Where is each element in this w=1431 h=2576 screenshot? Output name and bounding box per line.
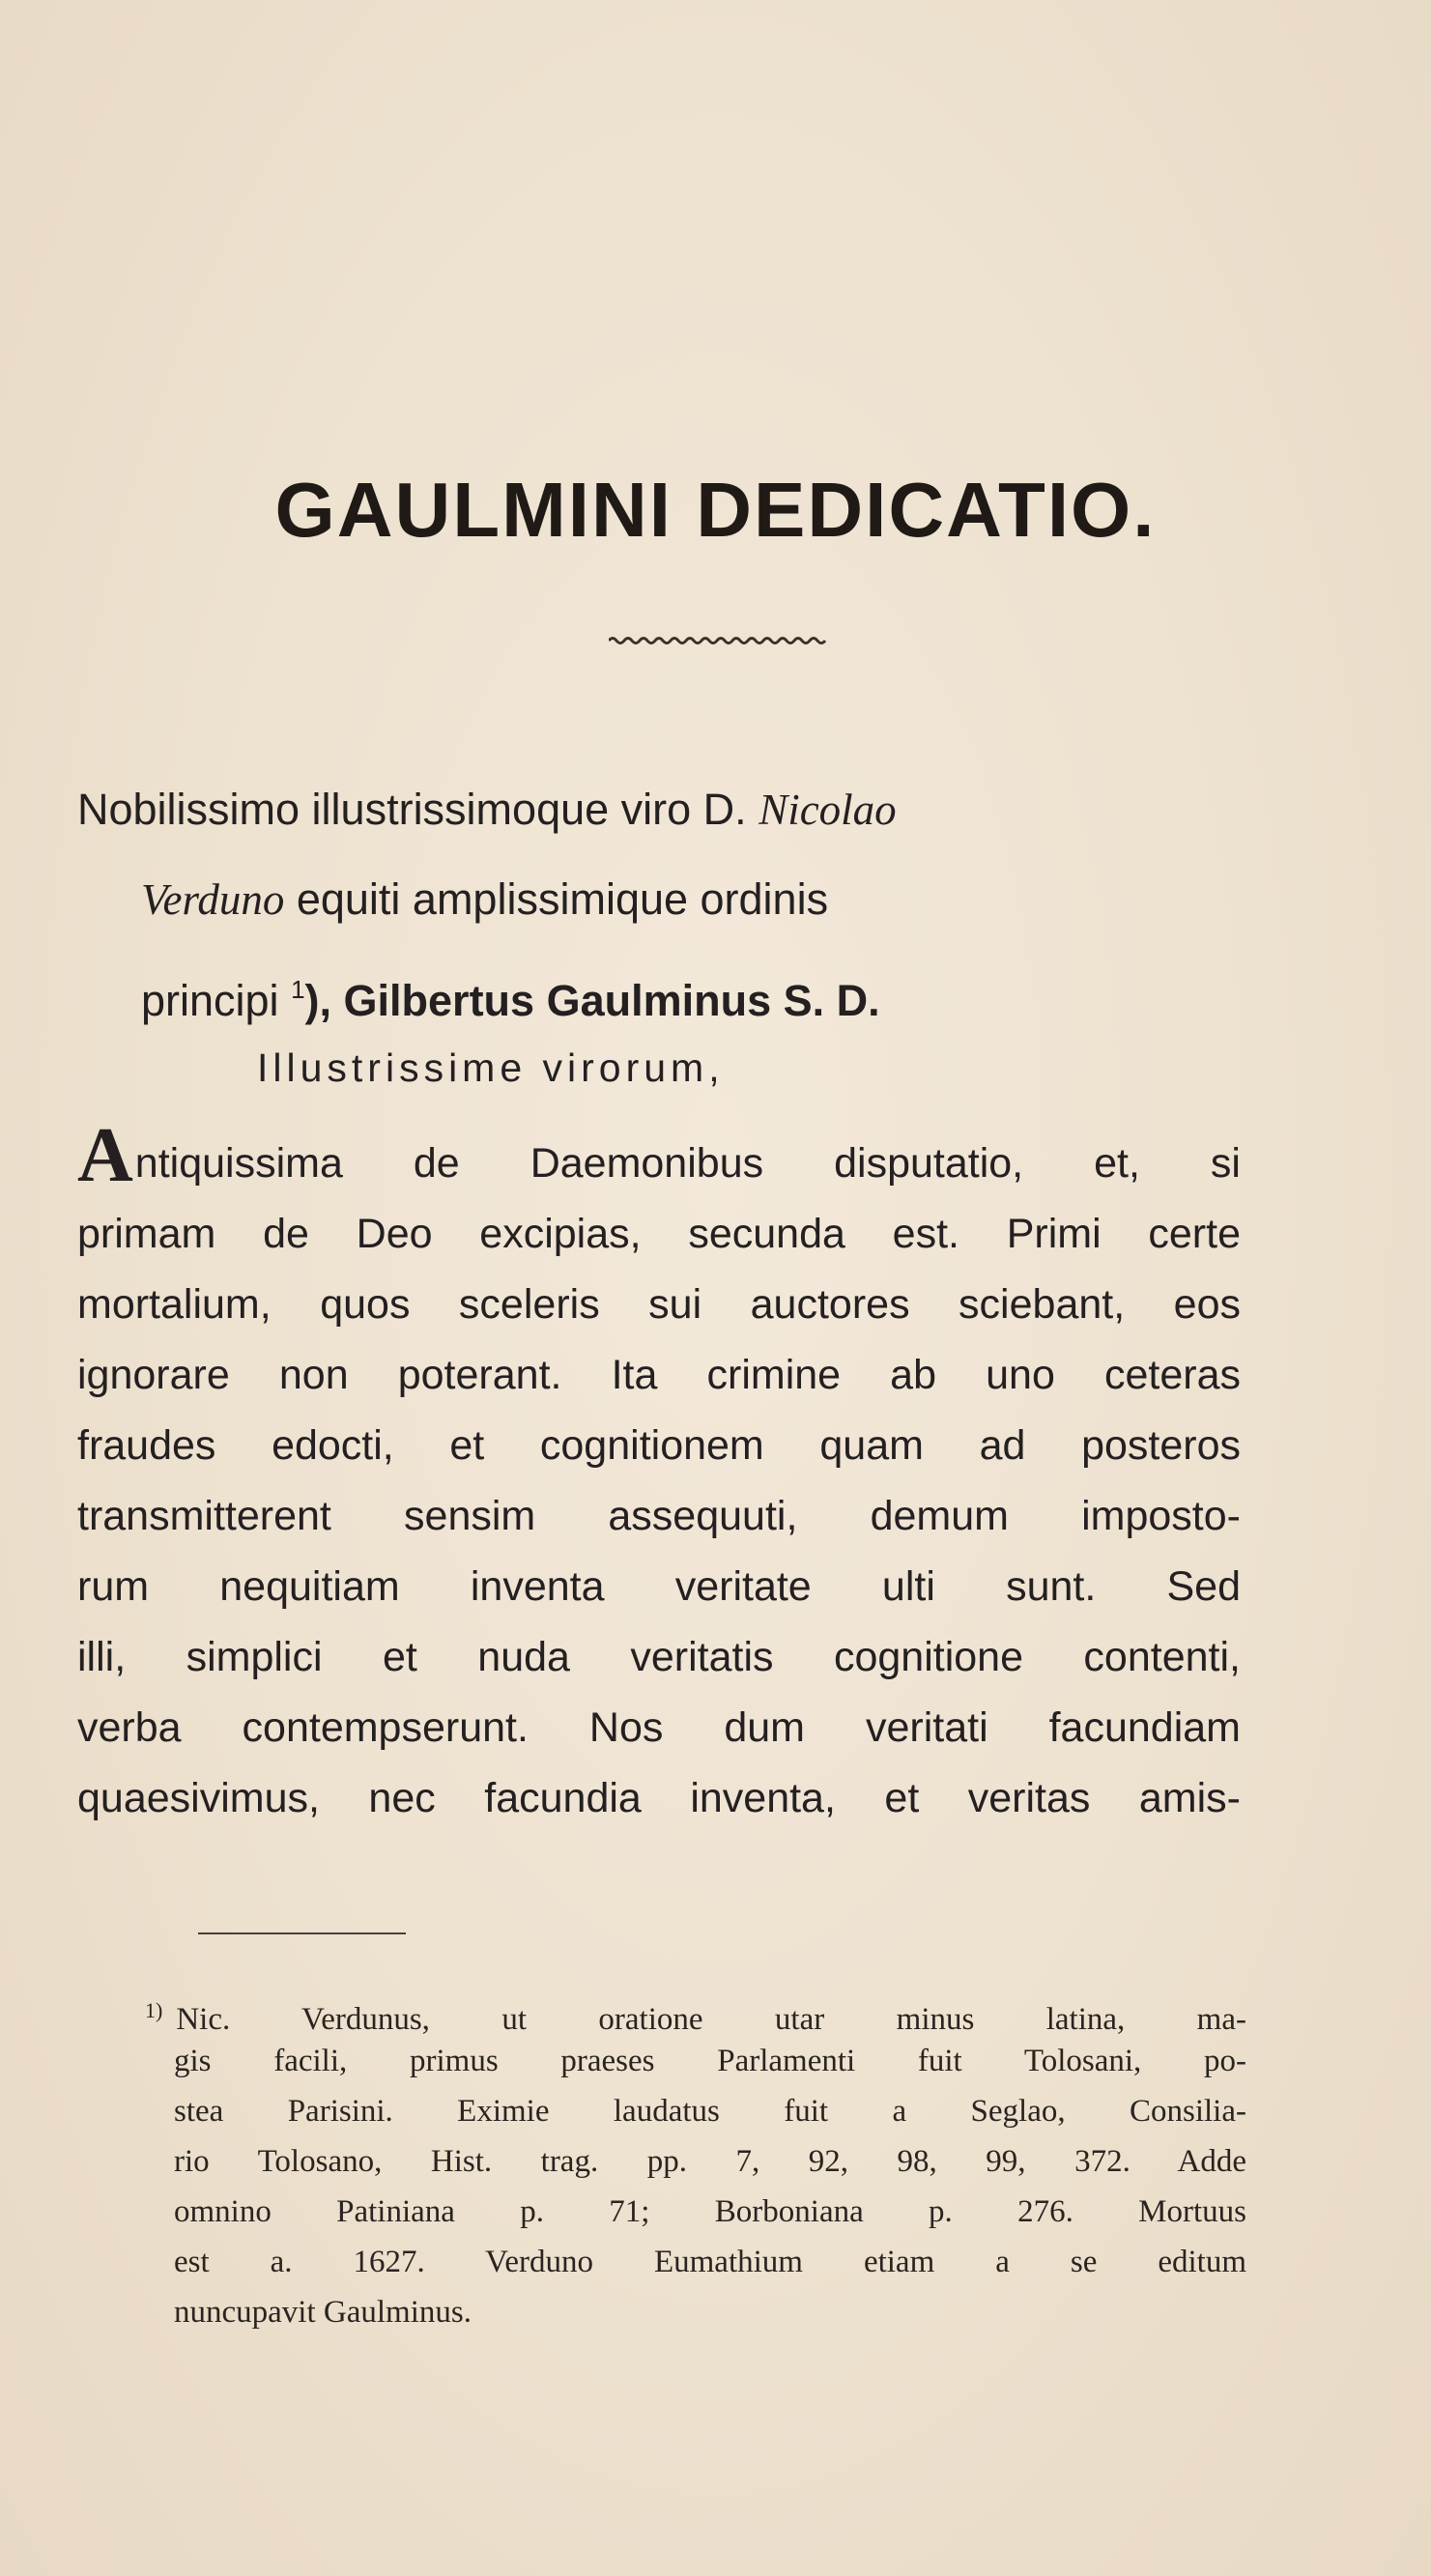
footnote-marker: 1) (145, 1998, 163, 2022)
footnote-line: $^{1)}$ Nic. Verdunus, ut oratione utar minus latina, ma- (145, 1998, 1246, 2037)
salutation-title: equiti amplissimique ordinis (296, 874, 829, 924)
footnote-line: nuncupavit Gaulminus. (174, 2295, 472, 2330)
footnote-line: omnino Patiniana p. 71; Borboniana p. 276. Mortuus (174, 2194, 1246, 2229)
dedication-body (77, 1113, 1241, 1834)
body-line: verba contempserunt. Nos dum veritati facundiam (77, 1704, 1241, 1751)
footnote-line: est a. 1627. Verduno Eumathium etiam a se editum (174, 2245, 1246, 2279)
salutation-line-1 (77, 781, 897, 839)
salutation-prefix: Nobilissimo illustrissimoque viro D. (77, 785, 747, 834)
footnote-divider (198, 1932, 406, 1934)
body-line: illi, simplici et nuda veritatis cognitione contenti, (77, 1634, 1241, 1680)
salutation-line-3 (141, 960, 880, 1025)
wavy-rule-ornament (609, 636, 826, 645)
recipient-surname: Verduno (141, 875, 285, 924)
body-line: Antiquissima de Daemonibus disputatio, et, si (77, 1113, 1241, 1198)
body-line: primam de Deo excipias, secunda est. Primi certe (77, 1211, 1241, 1257)
body-line: rum nequitiam inventa veritate ulti sunt. Sed (77, 1563, 1241, 1610)
body-line: mortalium, quos sceleris sui auctores sciebant, eos (77, 1281, 1241, 1328)
body-line: fraudes edocti, et cognitionem quam ad posteros (77, 1422, 1241, 1469)
salutation-principi: principi (141, 976, 279, 1025)
page-title: GAULMINI DEDICATIO. (274, 467, 1157, 553)
drop-cap: A (77, 1113, 133, 1198)
greeting: Illustrissime virorum, (257, 1045, 725, 1090)
footnote-line: stea Parisini. Eximie laudatus fuit a Seglao, Consilia- (174, 2094, 1246, 2129)
footnote-line: rio Tolosano, Hist. trag. pp. 7, 92, 98, 99, 372. Adde (174, 2144, 1246, 2179)
body-line: ignorare non poterant. Ita crimine ab uno ceteras (77, 1352, 1241, 1398)
footnote-reference: 1 (291, 975, 305, 1004)
footnote (145, 1986, 1246, 2337)
author-signature: ), Gilbertus Gaulminus S. D. (304, 976, 880, 1025)
recipient-first-name: Nicolao (758, 786, 897, 834)
salutation-line-2 (141, 871, 828, 929)
footnote-line: gis facili, primus praeses Parlamenti fuit Tolosani, po- (174, 2044, 1246, 2078)
body-line: quaesivimus, nec facundia inventa, et veritas amis- (77, 1775, 1241, 1821)
body-line: transmitterent sensim assequuti, demum imposto- (77, 1493, 1241, 1539)
